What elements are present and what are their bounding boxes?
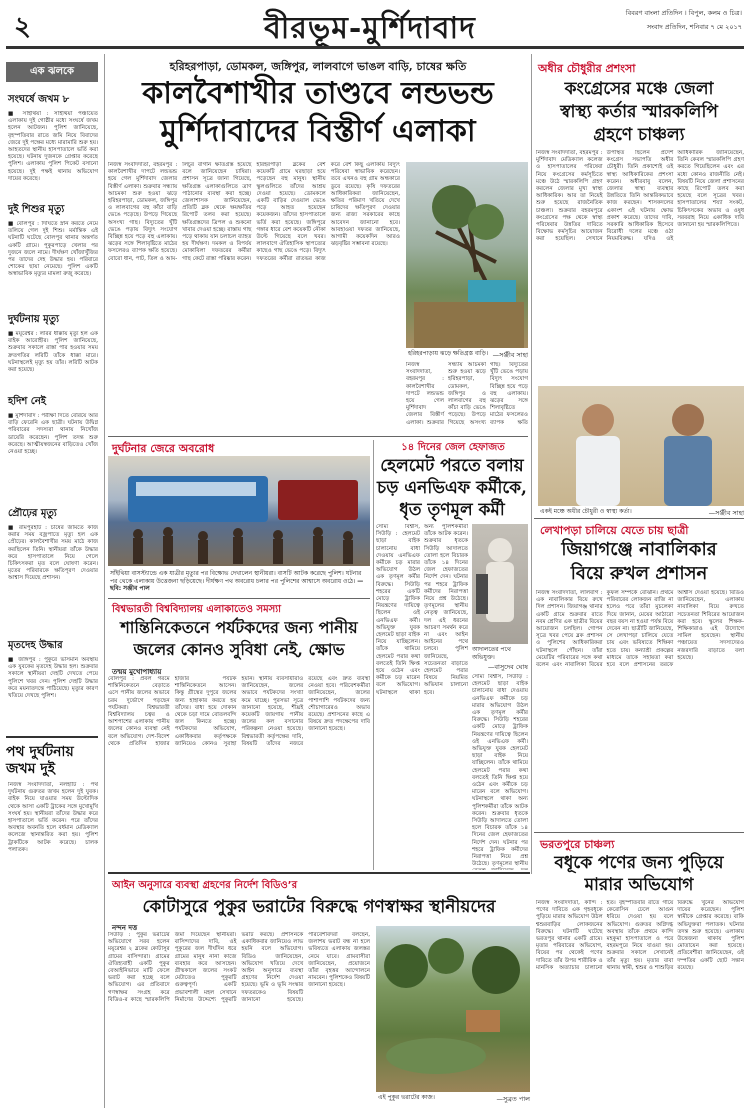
right-top-photo-caption: একই মঞ্চে অধীর চৌধুরী ও স্বাস্থ্য কর্তা। bbox=[540, 508, 632, 515]
lead-subhead: হরিহরপাড়া, ডোমকল, জঙ্গিপুর, লালবাগে ভাঙল বাড়ি, চাষের ক্ষতি bbox=[169, 60, 467, 73]
helmet-photo-credit: —বাসুদেব ঘোষ bbox=[487, 663, 528, 671]
lead-photo-credit: —সঞ্জীব সাহা bbox=[492, 351, 528, 359]
sidebar-item bbox=[8, 506, 98, 645]
right-top-headline-line-2: স্বাস্থ্য কর্তার স্মারকলিপি bbox=[560, 102, 718, 122]
right-top-headline-line-1: কংগ্রেসের মঞ্চে জেলা bbox=[564, 79, 714, 99]
ziaganj-headline-line-2: বিয়ে রুখল প্রশাসন bbox=[570, 563, 708, 584]
sidebar-section-label bbox=[6, 62, 98, 82]
masthead bbox=[0, 0, 750, 46]
right-top-kicker: অধীর চৌধুরীর প্রশংসা bbox=[538, 62, 636, 75]
helmet-body-tail-text: সৌম্য বিশ্বাস, সিউড়ি : হেলমেট ছাড়া বাইক চালানোয় বাধা দেওয়ায় এনভিএফ কর্মীকে চড় মারার অভিযোগ উঠল এক তৃণমূল কর্মীর বিরুদ্ধে। সিউড়ি শহরের একটি মোড়ে ট্রাফিক নিয়ন্ত্রণের দায়িত্বে ছিলেন ওই এনভিএফ কর্মী। অভিযুক্ত যুবক হেলমেট ছাড়া বাইক নিয়ে যাচ্ছিলেন। তাঁকে থামিয়ে হেলমেট পরার কথা বলতেই তিনি ক্ষিপ্ত হয়ে ওঠেন এবং কর্মীকে চড় মারেন বলে অভিযোগ। ঘটনাস্থলে থাকা অন্য পুলিশকর্মীরা তাঁকে আটক করেন। শুক্রবার ধৃতকে সিউড়ি আদালতে তোলা হলে বিচারক তাঁকে ১৪ দিনের জেল হেফাজতের নির্দেশ দেন। ঘটনার পর শহরে ট্রাফিক কর্মীদের নিরাপত্তা নিয়ে প্রশ্ন উঠেছে। তৃণমূলের স্থানীয় bbox=[472, 674, 528, 868]
accused-person-icon bbox=[472, 524, 528, 644]
pond-photo-credit: —সুব্রত পাল bbox=[496, 1095, 530, 1103]
shanti-kicker: বিশ্বভারতী বিশ্ববিদ্যালয় এলাকাতেও সমস্যা bbox=[112, 604, 282, 615]
right-top-photo-credit: —সঞ্জীব সাহা bbox=[708, 509, 744, 517]
bride-headline-line-1: বধূকে পণের জন্য পুড়িয়ে bbox=[554, 853, 724, 873]
right-top-photo bbox=[538, 386, 744, 506]
lead-body: নিজস্ব সংবাদদাতা, বহরমপুর : কালবৈশাখীর দাপটে লন্ডভন্ড হয়ে গেল মুর্শিদাবাদ জেলার বিস্তীর্ণ এলাকা। শুক্রবার সন্ধ্যায় আচমকা শুরু হওয়া ঝড়ে হরিহরপাড়া, ডোমকল, জঙ্গিপুর ও লালবাগের বহু কাঁচা বাড়ি ভেঙে পড়েছে। উপড়ে গিয়েছে অসংখ্য গাছ। বিদ্যুতের খুঁটি ভেঙে পড়ায় বিদ্যুৎ সংযোগ বিচ্ছিন্ন হয়ে পড়ে বহু এলাকায়। ঝড়ের সঙ্গে শিলাবৃষ্টিতে মাঠের ফসলেরও ব্যাপক ক্ষতি হয়েছে। বোরো ধান, পাট, তিল ও আম-লিচুর বাগান ক্ষতিগ্রস্ত হয়েছে বলে জানিয়েছেন চাষিরা। প্রশাসন সূত্রে জানা গিয়েছে, ক্ষতিগ্রস্ত এলাকাগুলিতে ত্রাণ পাঠানোর ব্যবস্থা করা হচ্ছে। জেলাশাসক জানিয়েছেন, প্রতিটি ব্লক থেকে ক্ষয়ক্ষতির রিপোর্ট তলব করা হয়েছে। ক্ষতিগ্রস্তদের ত্রিপল ও শুকনো খাবার দেওয়া হচ্ছে। রাস্তায় গাছ পড়ে থাকায় যান চলাচল ব্যাহত হয় দীর্ঘক্ষণ। দমকল ও বিপর্যয় মোকাবিলা দফতরের কর্মীরা গাছ কেটে রাস্তা পরিষ্কার করেন। হরিহরপাড়া ব্লকের বেশ কয়েকটি গ্রামে ঘরছাড়া হয়ে পড়েছেন বহু মানুষ। স্থানীয় স্কুলগুলিতে তাঁদের আশ্রয় দেওয়া হয়েছে। ডোমকলে একটি বাড়ির দেওয়াল ভেঙে পড়ে আহত হয়েছেন কয়েকজন। তাঁদের হাসপাতালে ভর্তি করা হয়েছে। জঙ্গিপুরে গঙ্গার ধারে বেশ কয়েকটি নৌকা উল্টে গিয়েছে বলে খবর। লালবাগে ঐতিহাসিক স্থাপত্যের কাছেও গাছ ভেঙে পড়ে। বিদ্যুৎ দফতরের কর্মীরা রাতভর কাজ করে বেশ কিছু এলাকায় বিদ্যুৎ পরিষেবা স্বাভাবিক করেছেন। তবে এখনও বহু গ্রাম অন্ধকারে ডুবে রয়েছে। কৃষি দফতরের আধিকারিকরা জানিয়েছেন, ক্ষতির পরিমাণ খতিয়ে দেখে চাষিদের ক্ষতিপূরণ দেওয়ার জন্য রাজ্য সরকারের কাছে আবেদন জানানো হবে। আবহাওয়া দফতর জানিয়েছে, আগামী কয়েকদিন আরও ঝড়বৃষ্টির সম্ভাবনা রয়েছে। bbox=[108, 162, 400, 262]
pond-photo bbox=[376, 926, 530, 1092]
sidebar-item-body: ■ সাঁইথিয়া : সাঁইথিয়া পঞ্চায়েত এলাকায় দুই গোষ্ঠীর মধ্যে সংঘর্ষে জখম হলেন আটজন। পুলিশ জানিয়েছে, বৃহস্পতিবার রাতে জমি নিয়ে বিবাদের জেরে দুই পক্ষের মধ্যে মারামারি শুরু হয়। আহতদের স্থানীয় হাসপাতালে ভর্তি করা হয়েছে। ঘটনায় দুজনকে গ্রেপ্তার করেছে পুলিশ। এলাকায় পুলিশ পিকেট বসানো হয়েছে। দুই পক্ষই থানায় অভিযোগ দায়ের করেছে। bbox=[8, 111, 98, 182]
sidebar-item bbox=[8, 92, 98, 211]
pond-photo-caption: এই পুকুর ভরাটের কাজ। bbox=[378, 1094, 435, 1101]
ziaganj-body: নিজস্ব সংবাদদাতা, লালবাগ : এক নাবালিকার বিয়ে রুখে দিল প্রশাসন। জিয়াগঞ্জ থানার একটি গ্রামে শুক্রবার রাতে নবম শ্রেণির এক ছাত্রীর বিয়ের আয়োজন চলছিল। গোপন সূত্রে খবর পেয়ে ব্লক প্রশাসন ও পুলিশের আধিকারিকরা ঘটনাস্থলে পৌঁছন। তাঁরা মেয়েটির পরিবারের সঙ্গে কথা বলেন এবং নাবালিকা বিয়ের কুফল সম্পর্কে বোঝান। প্রথমে পরিবারের লোকজন রাজি না হলেও পরে তাঁরা মুচলেকা দিয়ে জানান, মেয়ের আঠারো বছর বয়স না হওয়া পর্যন্ত বিয়ে দেবেন না। ছাত্রীটি জানিয়েছে, সে লেখাপড়া চালিয়ে যেতে চায় এবং ভবিষ্যতে শিক্ষিকা হতে চায়। কন্যাশ্রী প্রকল্পের মাধ্যমে তাকে সহায়তা করা হবে বলে প্রশাসনের তরফে আশ্বাস দেওয়া হয়েছে। বিডিও জানিয়েছেন, এলাকায় নাবালিকা বিয়ে রুখতে সচেতনতা শিবিরের আয়োজন করা হবে। স্কুলের শিক্ষক-শিক্ষিকারাও এই উদ্যোগে সামিল হয়েছেন। স্থানীয় পঞ্চায়েত সদস্যদেরও নজরদারি বাড়াতে বলা হয়েছে। bbox=[536, 590, 744, 669]
two-men-icon bbox=[538, 386, 744, 506]
sidebar-bottom-body: নিজস্ব সংবাদদাতা, নলহাটি : পথ দুর্ঘটনায় গুরুতর জখম হলেন দুই যুবক। বাইক নিয়ে যাওয়ার সময় উল্টোদিক থেকে আসা একটি ট্রাকের সঙ্গে মুখোমুখি সংঘর্ষ হয়। স্থানীয়রা তাঁদের উদ্ধার করে হাসপাতালে ভর্তি করেন। পরে তাঁদের অবস্থার অবনতি হলে বর্ধমান মেডিক্যাল কলেজে স্থানান্তরিত করা হয়। পুলিশ ট্রাকটিকে আটক করেছে। চালক পলাতক। bbox=[8, 782, 98, 853]
pond-body: সিউড়ি : পুকুর ভরাটের অভিযোগে সরব হলেন ময়ূরেশ্বর ২ ব্লকের কোটাসুর গ্রামের বাসিন্দারা। গ্রামের ঐতিহ্যবাহী একটি পুকুর বেআইনিভাবে মাটি ফেলে ভরাট করা হচ্ছে বলে অভিযোগ। এর প্রতিবাদে গণস্বাক্ষর সংগ্রহ করে বিডিও-র কাছে স্মারকলিপি জমা দিয়েছেন স্থানীয়রা। বাসিন্দাদের দাবি, ওই পুকুরের জল দীর্ঘদিন ধরে গ্রামের মানুষ নানা কাজে ব্যবহার করে আসছেন। গ্রীষ্মকালে জলের সংকট মেটাতেও পুকুরটি গুরুত্বপূর্ণ। একটি প্রভাবশালী মহল সেখানে নির্মাণের উদ্দেশ্যে পুকুরটি ভরাট করছে। প্রশাসনকে একাধিকবার জানিয়েও লাভ হয়নি বলে অভিযোগ। বিডিও জানিয়েছেন, অভিযোগ খতিয়ে দেখে আইন অনুসারে ব্যবস্থা গ্রহণের নির্দেশ দেওয়া হয়েছে। ভূমি ও ভূমি সংস্কার দফতরকেও বিষয়টি জানানো হয়েছে। পরিবেশবিদরা বলছেন, জলাশয় ভরাট বন্ধ না হলে ভবিষ্যতে এলাকায় জলস্তর নেমে যাবে। গ্রামবাসীরা জানিয়েছেন, প্রয়োজনে তাঁরা বৃহত্তর আন্দোলনে নামবেন। পুলিশকেও বিষয়টি জানানো হয়েছে। bbox=[108, 932, 370, 1003]
shanti-rule bbox=[108, 598, 370, 599]
bus-crowd-icon bbox=[108, 456, 370, 566]
helmet-kicker: ১৪ দিনের জেল হেফাজত bbox=[401, 442, 505, 453]
shanti-byline: তন্ময় মুখোপাধ্যায় bbox=[112, 668, 162, 676]
bus-photo bbox=[108, 456, 370, 566]
lead-body-tail-text: নিজস্ব সংবাদদাতা, বহরমপুর : কালবৈশাখীর দাপটে লন্ডভন্ড হয়ে গেল মুর্শিদাবাদ জেলার বিস্তীর্ণ এলাকা। শুক্রবার সন্ধ্যায় আচমকা শুরু হওয়া ঝড়ে হরিহরপাড়া, ডোমকল, জঙ্গিপুর ও লালবাগের বহু কাঁচা বাড়ি ভেঙে পড়েছে। উপড়ে গিয়েছে অসংখ্য গাছ। বিদ্যুতের খুঁটি ভেঙে পড়ায় বিদ্যুৎ সংযোগ বিচ্ছিন্ন হয়ে পড়ে বহু এলাকায়। ঝড়ের সঙ্গে শিলাবৃষ্টিতে মাঠের ফসলেরও ব্যাপক ক্ষতি bbox=[406, 362, 528, 426]
sidebar-item-body: ■ মুর্শিদাবাদ : পরীক্ষা দিতে বেরিয়ে আর বাড়ি ফেরেনি এক ছাত্রী। ঘটনায় উদ্বিগ্ন পরিবারের সদস্যরা থানায় নিখোঁজ ডায়েরি করেছেন। পুলিশ তদন্ত শুরু করেছে। আত্মীয়স্বজনের বাড়িতেও খোঁজ নেওয়া হচ্ছে। bbox=[8, 413, 98, 456]
page-title: বীরভূম-মুর্শিদাবাদ bbox=[264, 11, 476, 46]
sidebar-bottom-headline: পথ দুর্ঘটনায় জখম দুই bbox=[6, 744, 74, 777]
middle-column-rule bbox=[373, 440, 374, 870]
lead-photo bbox=[406, 162, 528, 348]
pond-byline: নন্দন দত্ত bbox=[112, 924, 138, 932]
bus-credit: —ছবি: সঞ্জীব পাল bbox=[110, 577, 364, 592]
lead-body-tail bbox=[406, 362, 528, 432]
sidebar-item-title: মৃতদেহ উদ্ধার bbox=[8, 640, 63, 651]
bride-headline-line-2: মারার অভিযোগ bbox=[584, 875, 694, 895]
shanti-headline-line-1: শান্তিনিকেতনে পর্যটকদের জন্য পানীয় bbox=[120, 618, 358, 637]
lead-rule bbox=[108, 436, 528, 437]
right-column-rule bbox=[531, 54, 532, 874]
ziaganj-headline-line-1: জিয়াগঞ্জে নাবালিকার bbox=[561, 539, 717, 560]
lead-photo-caption: হরিহরপাড়ায় ঝড়ে ক্ষতিগ্রস্ত বাড়ি। bbox=[408, 350, 489, 357]
sidebar-item-body: ■ বোলপুর : দিঘিতে স্নান করতে নেমে তলিয়ে গেল দুই শিশু। মর্মান্তিক এই ঘটনাটি ঘটেছে বোলপুর থানার অন্তর্গত একটি গ্রামে। পুকুরপাড়ে খেলার পর দুজনে জলে নামে। দীর্ঘক্ষণ খোঁজাখুঁজির পর তাদের দেহ উদ্ধার হয়। পরিবারে শোকের ছায়া নেমেছে। পুলিশ একটি অস্বাভাবিক মৃত্যুর মামলা রুজু করেছে। bbox=[8, 221, 98, 278]
sidebar-item bbox=[8, 394, 98, 513]
helmet-body-tail bbox=[472, 674, 528, 870]
helmet-body: সৌম্য বিশ্বাস, সিউড়ি : হেলমেট ছাড়া বাইক চালানোয় বাধা দেওয়ায় এনভিএফ কর্মীকে চড় মারার অভিযোগ উঠল এক তৃণমূল কর্মীর বিরুদ্ধে। সিউড়ি শহরের একটি মোড়ে ট্রাফিক নিয়ন্ত্রণের দায়িত্বে ছিলেন ওই এনভিএফ কর্মী। অভিযুক্ত যুবক হেলমেট ছাড়া বাইক নিয়ে যাচ্ছিলেন। তাঁকে থামিয়ে হেলমেট পরার কথা বলতেই তিনি ক্ষিপ্ত হয়ে ওঠেন এবং কর্মীকে চড় মারেন বলে অভিযোগ। ঘটনাস্থলে থাকা অন্য পুলিশকর্মীরা তাঁকে আটক করেন। শুক্রবার ধৃতকে সিউড়ি আদালতে তোলা হলে বিচারক তাঁকে ১৪ দিনের জেল হেফাজতের নির্দেশ দেন। ঘটনার পর শহরে ট্রাফিক কর্মীদের নিরাপত্তা নিয়ে প্রশ্ন উঠেছে। তৃণমূলের স্থানীয় নেতৃত্ব জানিয়েছে, দল এই ধরনের আচরণ সমর্থন করে না এবং আইন আইনের পথে চলবে। পুলিশ জানিয়েছে, সচেতনতা বাড়াতে হেলমেট পরার বিষয়ে নিয়মিত অভিযান চালানো হবে। bbox=[376, 524, 468, 696]
right-top-headline-line-3: গ্রহণে চাঞ্চল্য bbox=[593, 125, 685, 145]
bus-caption bbox=[110, 570, 368, 593]
pond-kicker: আইন অনুসারে ব্যবস্থা গ্রহণের নির্দেশ বিডিও’র bbox=[112, 880, 298, 891]
ziaganj-rule bbox=[534, 518, 744, 519]
pond-rule bbox=[108, 872, 530, 874]
right-top-body: নিজস্ব সংবাদদাতা, বহরমপুর : মুর্শিদাবাদ মেডিক্যাল কলেজ ও হাসপাতালের পরিষেবা নিয়ে কংগ্রেসের কর্মসূচিতে মঞ্চে উঠে স্মারকলিপি গ্রহণ করলেন জেলার মুখ্য স্বাস্থ্য আধিকারিক। আর তা নিয়েই শুরু হয়েছে রাজনৈতিক চাঞ্চল্য। শুক্রবার বহরমপুরে কংগ্রেসের পক্ষ থেকে স্বাস্থ্য পরিষেবার উন্নতির দাবিতে বিক্ষোভ কর্মসূচির আয়োজন করা হয়েছিল। সেখানে উপস্থিত ছিলেন প্রদেশ কংগ্রেস সভাপতি অধীর চৌধুরী। তিনি প্রকাশ্যেই ওই স্বাস্থ্য আধিকারিকের প্রশংসা করেন। অধীরবাবু বলেন, জেলার স্বাস্থ্য ব্যবস্থার উন্নতিতে তিনি আন্তরিকভাবে কাজ করছেন। শাসকদলের একাংশ এই ঘটনায় ক্ষোভ প্রকাশ করেছে। তাদের দাবি, সরকারি আধিকারিক হিসেবে বিরোধী দলের মঞ্চে ওঠা নিয়মবিরুদ্ধ। যদিও ওই আধিকারিক জানিয়েছেন, তিনি কেবল স্মারকলিপি গ্রহণ করতে গিয়েছিলেন এবং এর মধ্যে কোনও রাজনীতি নেই। বিষয়টি নিয়ে জেলা প্রশাসনের কাছে রিপোর্ট তলব করা হয়েছে বলে সূত্রের খবর। হাসপাতালের শয্যা সংকট, চিকিৎসকের অভাব ও ওষুধ সরবরাহ নিয়ে একাধিক দাবি জানানো হয় স্মারকলিপিতে। bbox=[536, 150, 744, 243]
sidebar-item-title: প্রৌঢ়ের মৃত্যু bbox=[8, 508, 57, 519]
edition-line-2: সংবাদ প্রতিদিন, শনিবার ৭ মে ২০১৭ bbox=[646, 23, 742, 31]
sidebar-item bbox=[8, 312, 98, 401]
lead-story bbox=[108, 54, 528, 434]
helmet-headline-line-3: ধৃত তৃণমূল কর্মী bbox=[399, 500, 505, 520]
page-number: ২ bbox=[14, 12, 31, 42]
bride-kicker: ভরতপুরে চাঞ্চল্য bbox=[540, 838, 615, 851]
bus-caption-text: সাঁইথিয়া বাসস্ট্যান্ডে এক যাত্রীর মৃত্যুর পর বিক্ষোভ দেখালেন স্থানীয়রা। বাসটি আটক করেছে পুলিশ। ঘটনার পর থেকে এলাকায় উত্তেজনা ছড়িয়েছে। দীর্ঘক্ষণ পথ অবরোধ চলার পর পুলিশের আশ্বাসে অবরোধ ওঠে। bbox=[110, 570, 362, 585]
edition-line-1: বিবরণ বাংলা প্রতিদিন । বিপুল, কলম ও চিত্র। bbox=[625, 9, 742, 17]
sidebar-item-body: ■ ময়ূরেশ্বর : লরির ধাক্কায় মৃত্যু হল এক বাইক আরোহীর। পুলিশ জানিয়েছে, শুক্রবার সকালে রাস্তা পার হওয়ার সময় দ্রুতগতির লরিটি তাঁকে ধাক্কা মারে। ঘটনাস্থলেই মৃত্যু হয় তাঁর। লরিটি আটক করা হয়েছে। bbox=[8, 331, 98, 374]
storm-tree-icon bbox=[406, 162, 528, 348]
shanti-body: বোলপুর : প্রবল গরমে শান্তিনিকেতনে বেড়াতে এসে পানীয় জলের অভাবে চরম দুর্ভোগে পড়ছেন পর্যটকরা। বিশ্বভারতী বিশ্ববিদ্যালয় চত্বর ও আশপাশের এলাকায় পানীয় জলের কোনও ব্যবস্থা নেই বলে অভিযোগ। দেশ-বিদেশ থেকে প্রতিদিন হাজার হাজার পর্যটক শান্তিনিকেতনে আসেন। কিন্তু গ্রীষ্মের দুপুরে জলের জন্য হাহাকার করতে হয় তাঁদের। বাধ্য হয়ে দোকান থেকে চড়া দামে বোতলবন্দি জল কিনতে হচ্ছে। পর্যটকদের অভিযোগ, একাধিকবার কর্তৃপক্ষকে জানিয়েও কোনও সুরাহা হয়নি। স্থানীয় ব্যবসায়ীরাও জানিয়েছেন, জলের অভাবে পর্যটকদের সংখ্যা কমে যাচ্ছে। পুরসভা সূত্রে জানানো হয়েছে, শীঘ্রই কয়েকটি জায়গায় পানীয় জলের কল বসানোর পরিকল্পনা নেওয়া হয়েছে। বিশ্বভারতী কর্তৃপক্ষের দাবি, বিষয়টি তাঁদের নজরে রয়েছে এবং দ্রুত ব্যবস্থা নেওয়া হবে। পরিবেশকর্মীরা জানিয়েছেন, জলের পাশাপাশি পর্যটকদের জন্য শৌচাগারেরও অভাব রয়েছে। প্রশাসনের কাছে এ বিষয়ে দ্রুত পদক্ষেপের দাবি জানানো হয়েছে। bbox=[108, 676, 370, 747]
sidebar-item-title: হদিশ নেই bbox=[8, 396, 46, 407]
sidebar bbox=[6, 54, 102, 1108]
bride-body: নিজস্ব সংবাদদাতা, কান্দি : পণের দাবিতে এক গৃহবধূকে পুড়িয়ে মারার অভিযোগ উঠল শ্বশুরবাড়ির লোকজনের বিরুদ্ধে। ঘটনাটি ঘটেছে ভরতপুর থানার একটি গ্রামে। মৃতার পরিবারের অভিযোগ, বিয়ের পর থেকেই পণের দাবিতে তাঁর উপর শারীরিক ও মানসিক অত্যাচার চালানো হত। বৃহস্পতিবার রাতে গায়ে কেরোসিন ঢেলে আগুন ধরিয়ে দেওয়া হয় বলে অভিযোগ। গুরুতর অগ্নিদগ্ধ অবস্থায় তাঁকে প্রথমে কান্দি মহকুমা হাসপাতালে ও পরে বহরমপুরে নিয়ে যাওয়া হয়। শুক্রবার সকালে সেখানেই তাঁর মৃত্যু হয়। মৃতার বাবা থানায় স্বামী, শ্বশুর ও শাশুড়ির বিরুদ্ধে খুনের অভিযোগ দায়ের করেছেন। পুলিশ স্বামীকে গ্রেপ্তার করেছে। বাকি অভিযুক্তরা পলাতক। ঘটনার তদন্ত শুরু হয়েছে। এলাকায় উত্তেজনা থাকায় পুলিশ মোতায়েন করা হয়েছে। প্রতিবেশীরা জানিয়েছেন, ওই দম্পতির একটি ছোট সন্তান রয়েছে। bbox=[536, 900, 744, 971]
shanti-headline-line-2: জলের কোনও সুবিধা নেই, ক্ষোভ bbox=[133, 640, 345, 659]
ziaganj-kicker: লেখাপড়া চালিয়ে যেতে চায় ছাত্রী bbox=[540, 524, 689, 537]
lead-headline-line-1: কালবৈশাখীর তাণ্ডবে লন্ডভন্ড bbox=[142, 76, 494, 111]
sidebar-item-title: দুর্ঘটনায় মৃত্যু bbox=[8, 314, 60, 325]
sidebar-item-title: সংঘর্ষে জখম ৮ bbox=[8, 94, 70, 105]
masthead-rule bbox=[6, 46, 744, 49]
sidebar-divider bbox=[6, 736, 98, 738]
sidebar-item bbox=[8, 202, 98, 321]
sidebar-item-body: ■ রামপুরহাট : চাষের জমিতে কাজ করার সময় বজ্রপাতে মৃত্যু হল এক প্রৌঢ়ের। কালবৈশাখীর সময় মাঠে কাজ করছিলেন তিনি। স্থানীয়রা তাঁকে উদ্ধার করে হাসপাতালে নিয়ে গেলে চিকিৎসকরা মৃত বলে ঘোষণা করেন। মৃতের পরিবারকে ক্ষতিপূরণ দেওয়ার আশ্বাস দিয়েছে প্রশাসন। bbox=[8, 525, 98, 582]
pond-landscape-icon bbox=[376, 926, 530, 1092]
helmet-headline-line-1: হেলমেট পরতে বলায় bbox=[380, 456, 524, 476]
sidebar-item bbox=[8, 638, 98, 745]
helmet-photo-caption: আদালতের পথে অভিযুক্ত। bbox=[472, 646, 511, 661]
pond-headline: কোটাসুরে পুকুর ভরাটের বিরুদ্ধে গণস্বাক্ষর স্থানীয়দের bbox=[142, 897, 496, 917]
lead-headline-line-2: মুর্শিদাবাদের বিস্তীর্ণ এলাকা bbox=[160, 114, 476, 149]
helmet-headline-line-2: চড় এনভিএফ কর্মীকে, bbox=[377, 478, 527, 498]
sidebar-section-label-text: এক ঝলকে bbox=[29, 66, 75, 77]
bride-rule bbox=[534, 832, 744, 833]
sidebar-item-body: ■ জঙ্গিপুর : পুকুরে ভাসমান অবস্থায় এক যুবকের মৃতদেহ উদ্ধার হল। শুক্রবার সকালে স্থানীয়রা দেহটি দেখতে পেয়ে পুলিশে খবর দেন। পুলিশ দেহটি উদ্ধার করে ময়নাতদন্তে পাঠিয়েছে। মৃত্যুর কারণ খতিয়ে দেখছে পুলিশ। bbox=[8, 657, 98, 700]
sidebar-item-title: দুই শিশুর মৃত্যু bbox=[8, 204, 65, 215]
helmet-photo bbox=[472, 524, 528, 644]
bus-kicker: দুর্ঘটনার জেরে অবরোধ bbox=[112, 442, 215, 455]
sidebar-column-rule bbox=[104, 54, 105, 1108]
